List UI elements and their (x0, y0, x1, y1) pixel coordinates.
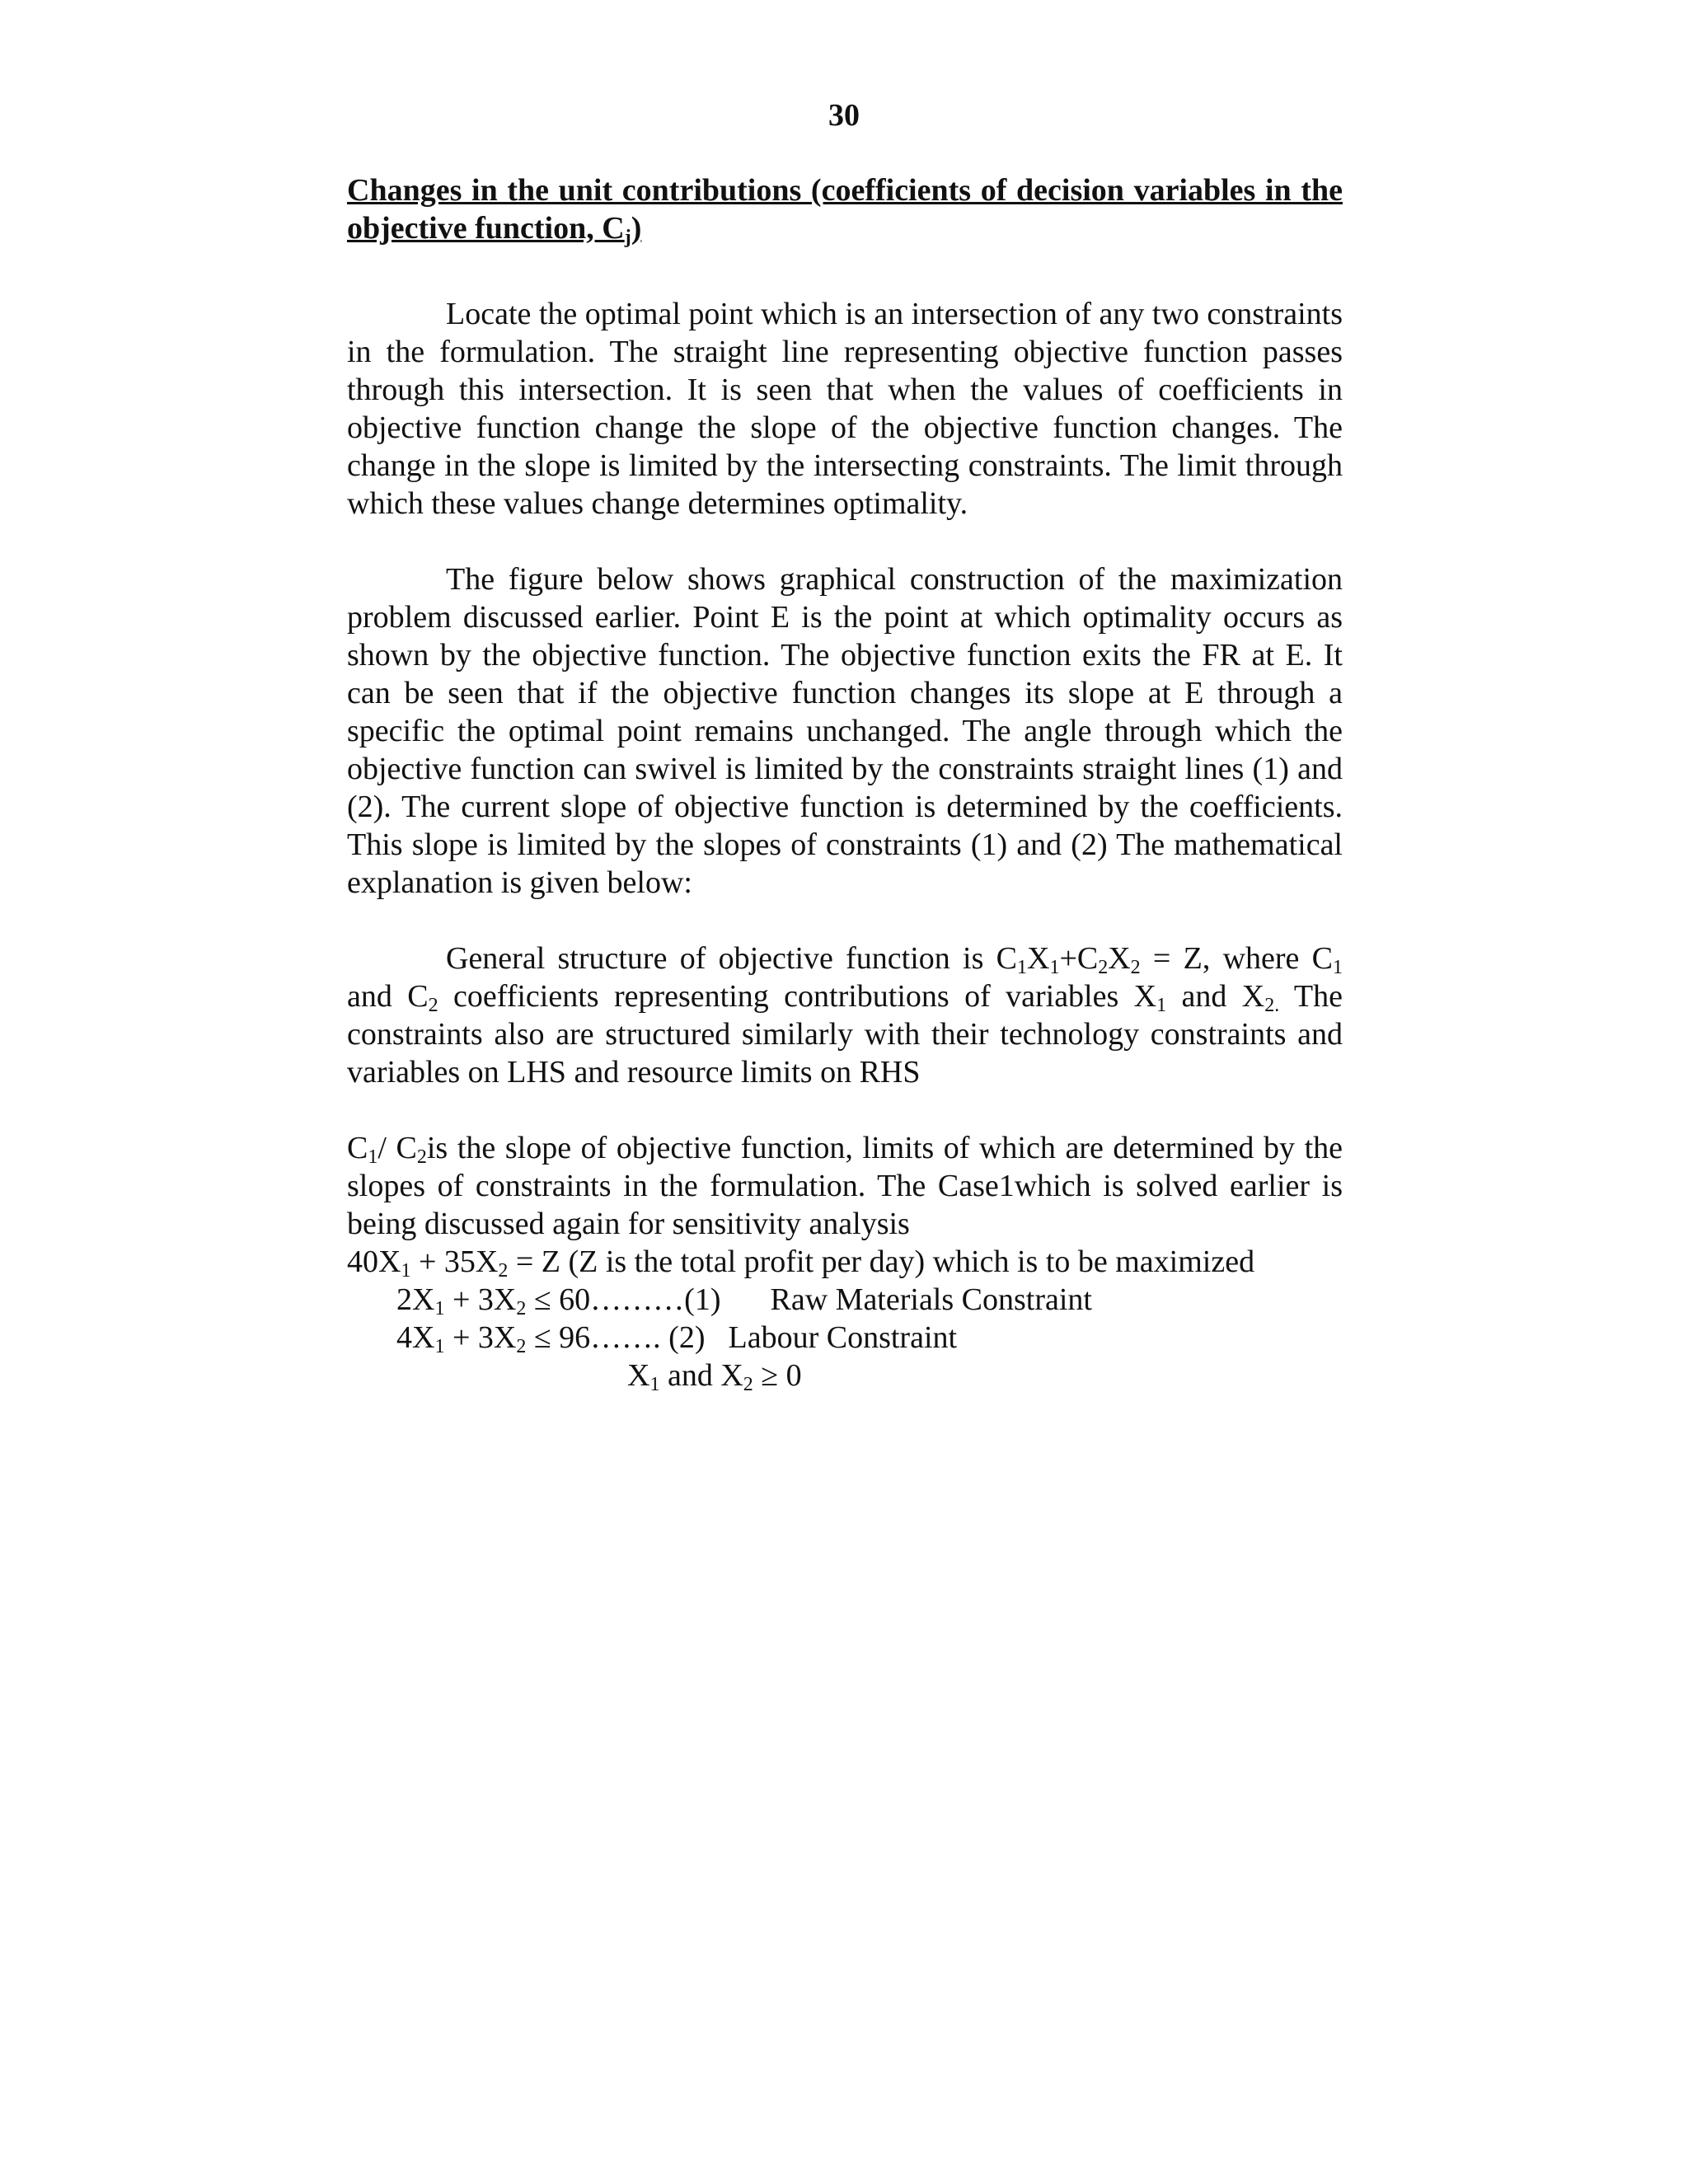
objective-function-equation: $40X_1 + 35X_2 = Z$ (Z is the total profit per day) which is to be maximized (347, 1244, 1255, 1282)
raw-materials-constraint: $2X_1 + 3X_2$ ≤ 60………(1) Raw Materials Constraint (396, 1282, 1092, 1319)
page-number: 30 (828, 98, 860, 133)
non-negativity-constraint: $X_1$ and $X_2 \ge 0$ (627, 1358, 802, 1395)
paragraph-slope-limits: $C_1/$ $C_2is$ the slope of objective function, limits of which are determined by the slopes of constraints in the formulation. The Case1which is solved earlier is being discussed again for sensitivity analysis (347, 1131, 1343, 1241)
paragraph-general-structure: General structure of objective function is $C_1X_1+C_2X_2 = Z$, where $C_1$ and $C_2$ coefficients representing contributions of variables $X_1$ and $X_{2.}$ The constraints also are structured similarly with their technology constraints and variables on LHS and resource limits on RHS (347, 941, 1343, 1090)
labour-constraint: $4X_1 + 3X_2$ ≤ 96……. (2) Labour Constraint (396, 1320, 958, 1357)
page-body (347, 171, 1343, 1394)
constraint-label: Labour Constraint (728, 1320, 958, 1355)
section-heading: Changes in the unit contributions (coefficients of decision variables in the objective function, $C_j$) (347, 173, 1343, 248)
constraint-label: Raw Materials Constraint (770, 1282, 1092, 1317)
paragraph-optimal-point: Locate the optimal point which is an intersection of any two constraints in the formulation. The straight line representing objective function passes through this intersection. It is seen that when the values of coefficients in objective function change the slope of the objective function changes. The change in the slope is limited by the intersecting constraints. The limit through which these values change determines optimality. (347, 297, 1343, 521)
paragraph-graphical-construction: The figure below shows graphical construction of the maximization problem discussed earlier. Point E is the point at which optimality occurs as shown by the objective function. The objective function exits the FR at E. It can be seen that if the objective function changes its slope at E through a specific the optimal point remains unchanged. The angle through which the objective function can swivel is limited by the constraints straight lines (1) and (2). The current slope of objective function is determined by the coefficients. This slope is limited by the slopes of constraints (1) and (2) The mathematical explanation is given below: (347, 562, 1343, 900)
